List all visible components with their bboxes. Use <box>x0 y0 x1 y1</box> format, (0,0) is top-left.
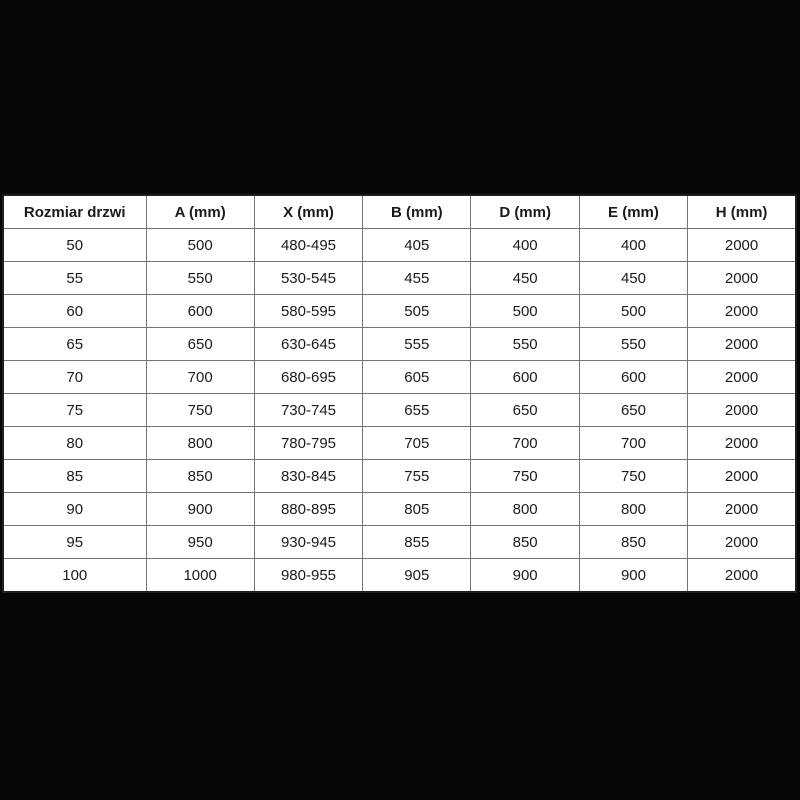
table-cell: 750 <box>146 394 254 427</box>
table-cell: 65 <box>3 328 146 361</box>
table-cell: 2000 <box>688 295 796 328</box>
table-cell: 85 <box>3 460 146 493</box>
table-cell: 455 <box>363 262 471 295</box>
table-row <box>3 460 796 493</box>
table-cell: 2000 <box>688 460 796 493</box>
table-cell: 600 <box>471 361 579 394</box>
table-cell: 850 <box>146 460 254 493</box>
table-cell: 95 <box>3 526 146 559</box>
table-cell: 450 <box>471 262 579 295</box>
table-row <box>3 493 796 526</box>
table-cell: 55 <box>3 262 146 295</box>
table-cell: 2000 <box>688 427 796 460</box>
table-cell: 100 <box>3 559 146 593</box>
table-row <box>3 328 796 361</box>
table-cell: 1000 <box>146 559 254 593</box>
table-cell: 550 <box>146 262 254 295</box>
table-cell: 75 <box>3 394 146 427</box>
table-cell: 900 <box>471 559 579 593</box>
table-row <box>3 229 796 262</box>
table-cell: 550 <box>471 328 579 361</box>
table-cell: 2000 <box>688 559 796 593</box>
table-row <box>3 394 796 427</box>
table-cell: 850 <box>579 526 687 559</box>
column-header: Rozmiar drzwi <box>3 195 146 229</box>
table-cell: 500 <box>579 295 687 328</box>
table-row <box>3 262 796 295</box>
column-header: D (mm) <box>471 195 579 229</box>
table-cell: 680-695 <box>254 361 362 394</box>
door-sizes-table-container <box>2 194 797 593</box>
table-cell: 880-895 <box>254 493 362 526</box>
table-cell: 500 <box>471 295 579 328</box>
table-cell: 630-645 <box>254 328 362 361</box>
table-cell: 405 <box>363 229 471 262</box>
table-cell: 950 <box>146 526 254 559</box>
table-cell: 450 <box>579 262 687 295</box>
column-header: E (mm) <box>579 195 687 229</box>
table-cell: 60 <box>3 295 146 328</box>
table-cell: 830-845 <box>254 460 362 493</box>
table-cell: 900 <box>146 493 254 526</box>
table-cell: 505 <box>363 295 471 328</box>
table-cell: 855 <box>363 526 471 559</box>
table-cell: 555 <box>363 328 471 361</box>
column-header: A (mm) <box>146 195 254 229</box>
table-cell: 980-955 <box>254 559 362 593</box>
table-cell: 655 <box>363 394 471 427</box>
table-cell: 650 <box>146 328 254 361</box>
table-cell: 850 <box>471 526 579 559</box>
table-row <box>3 526 796 559</box>
table-cell: 2000 <box>688 328 796 361</box>
table-cell: 730-745 <box>254 394 362 427</box>
table-cell: 930-945 <box>254 526 362 559</box>
table-cell: 2000 <box>688 361 796 394</box>
table-cell: 805 <box>363 493 471 526</box>
table-row <box>3 427 796 460</box>
table-cell: 800 <box>146 427 254 460</box>
table-cell: 500 <box>146 229 254 262</box>
table-cell: 2000 <box>688 526 796 559</box>
table-cell: 900 <box>579 559 687 593</box>
table-cell: 2000 <box>688 262 796 295</box>
table-cell: 90 <box>3 493 146 526</box>
table-row <box>3 361 796 394</box>
table-header <box>3 195 796 229</box>
table-cell: 70 <box>3 361 146 394</box>
table-cell: 530-545 <box>254 262 362 295</box>
column-header: B (mm) <box>363 195 471 229</box>
table-cell: 400 <box>471 229 579 262</box>
table-cell: 800 <box>471 493 579 526</box>
column-header: X (mm) <box>254 195 362 229</box>
table-cell: 750 <box>579 460 687 493</box>
table-cell: 650 <box>579 394 687 427</box>
table-cell: 400 <box>579 229 687 262</box>
table-row <box>3 295 796 328</box>
table-cell: 600 <box>146 295 254 328</box>
table-cell: 480-495 <box>254 229 362 262</box>
table-cell: 800 <box>579 493 687 526</box>
table-cell: 750 <box>471 460 579 493</box>
table-cell: 755 <box>363 460 471 493</box>
table-body <box>3 229 796 593</box>
table-cell: 650 <box>471 394 579 427</box>
table-cell: 2000 <box>688 394 796 427</box>
table-cell: 600 <box>579 361 687 394</box>
table-cell: 700 <box>471 427 579 460</box>
table-cell: 80 <box>3 427 146 460</box>
table-cell: 700 <box>579 427 687 460</box>
table-header-row <box>3 195 796 229</box>
table-cell: 550 <box>579 328 687 361</box>
table-cell: 705 <box>363 427 471 460</box>
table-cell: 905 <box>363 559 471 593</box>
table-cell: 580-595 <box>254 295 362 328</box>
table-cell: 2000 <box>688 229 796 262</box>
table-cell: 50 <box>3 229 146 262</box>
table-cell: 700 <box>146 361 254 394</box>
table-cell: 2000 <box>688 493 796 526</box>
table-row <box>3 559 796 593</box>
table-cell: 780-795 <box>254 427 362 460</box>
door-sizes-table <box>2 194 797 593</box>
column-header: H (mm) <box>688 195 796 229</box>
table-cell: 605 <box>363 361 471 394</box>
